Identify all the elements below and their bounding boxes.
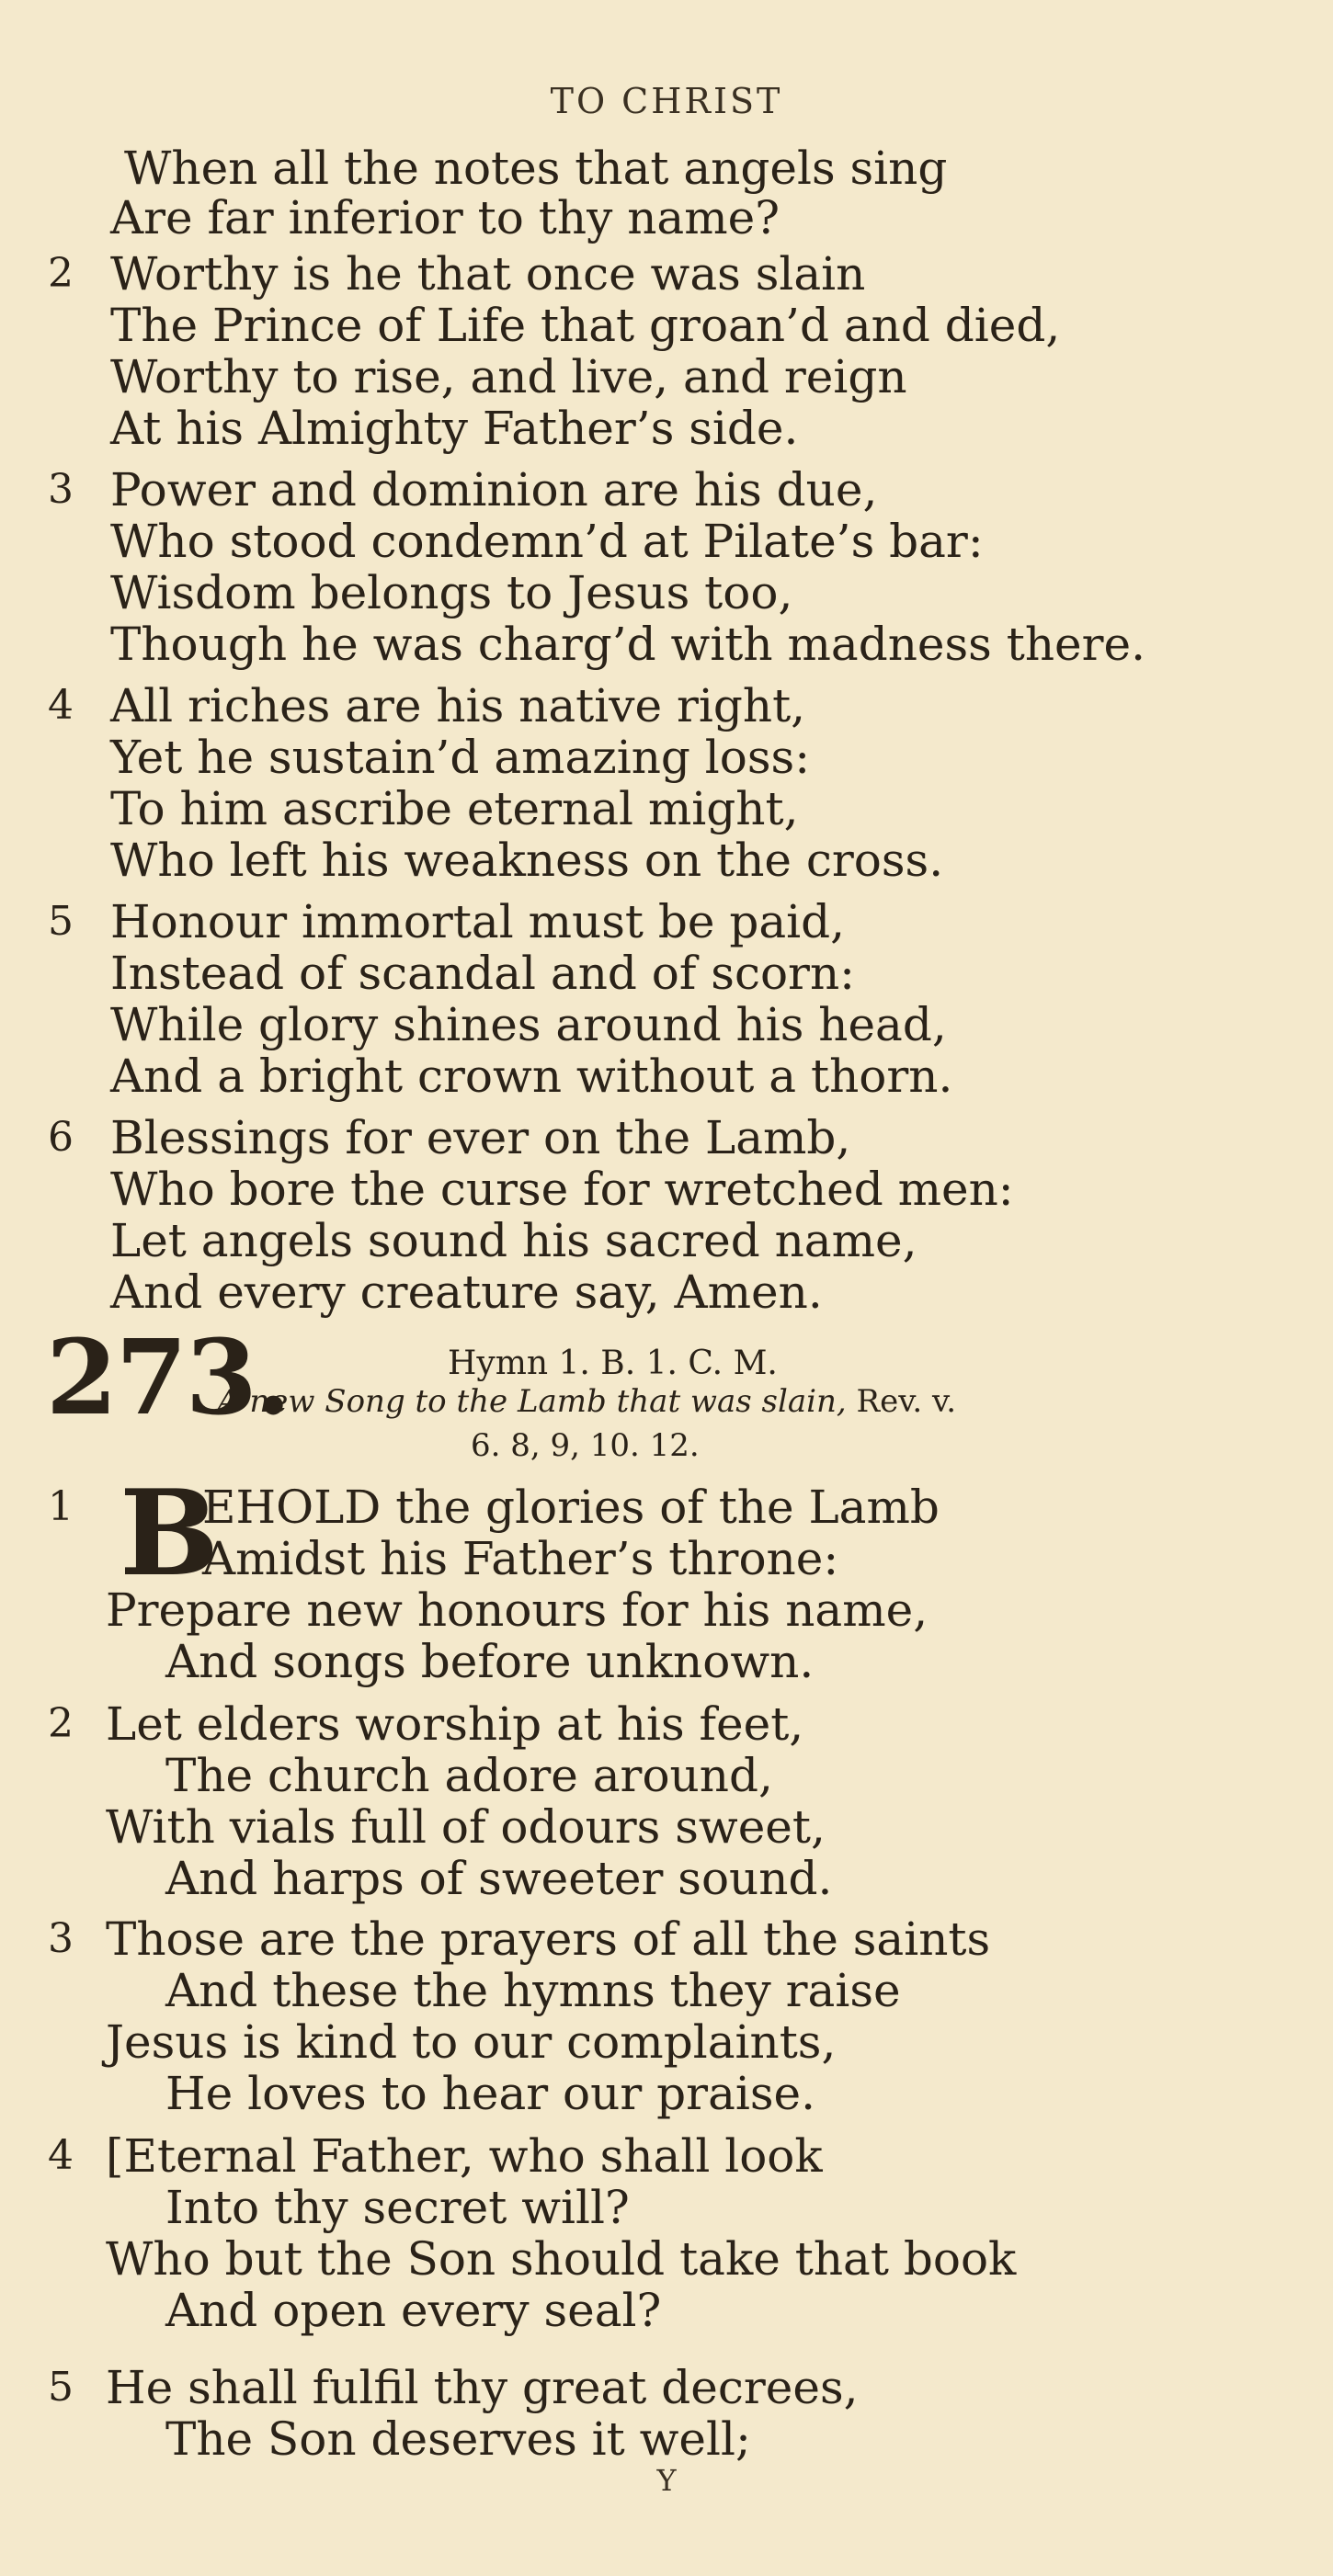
verse-line: Worthy is he that once was slain — [110, 247, 866, 301]
verse-line: Who stood condemn’d at Pilate’s bar: — [110, 515, 984, 568]
hymn-scripture-ref: Rev. v. — [846, 1383, 957, 1420]
signature-mark: Y — [656, 2463, 677, 2498]
stanza-number: 4 — [48, 2132, 74, 2179]
verse-line: EHOLD the glories of the Lamb — [202, 1481, 940, 1534]
hymn-meter: Hymn 1. B. 1. C. M. — [448, 1345, 778, 1382]
hymn-number: 273. — [46, 1318, 290, 1438]
stanza-number: 4 — [48, 682, 74, 729]
hymn-description — [217, 1383, 956, 1420]
stanza-number: 2 — [48, 1700, 74, 1747]
verse-line: All riches are his native right, — [110, 679, 806, 732]
verse-line: And a bright crown without a thorn. — [110, 1050, 953, 1103]
verse-line: Prepare new honours for his name, — [106, 1583, 929, 1637]
verse-line: At his Almighty Father’s side. — [110, 402, 799, 455]
verse-line: Yet he sustain’d amazing loss: — [110, 731, 811, 784]
verse-line: Jesus is kind to our complaints, — [106, 2015, 837, 2069]
running-title: TO CHRIST — [550, 81, 783, 121]
verse-line: Instead of scandal and of scorn: — [110, 947, 856, 1000]
verse-line: And every creature say, Amen. — [110, 1265, 823, 1319]
verse-line: Though he was charg’d with madness there. — [110, 618, 1146, 671]
verse-line: To him ascribe eternal might, — [110, 782, 799, 835]
verse-line: The church adore around, — [165, 1749, 773, 1802]
stanza-number: 3 — [48, 466, 74, 513]
verse-line: And these the hymns they raise — [165, 1964, 901, 2017]
verse-line: Who but the Son should take that book — [106, 2232, 1017, 2286]
verse-line: While glory shines around his head, — [110, 998, 947, 1051]
verse-line: He shall fulfil thy great decrees, — [106, 2361, 859, 2414]
stanza-number: 6 — [48, 1114, 74, 1161]
verse-line: The Son deserves it well; — [165, 2412, 751, 2466]
stanza-number: 1 — [48, 1483, 74, 1530]
verse-line: Into thy secret will? — [165, 2181, 630, 2234]
verse-line: Those are the prayers of all the saints — [106, 1912, 991, 1966]
verse-line: And songs before unknown. — [165, 1635, 815, 1688]
verse-line: Power and dominion are his due, — [110, 463, 878, 516]
verse-line: He loves to hear our praise. — [165, 2067, 816, 2120]
verse-line: And harps of sweeter sound. — [165, 1852, 833, 1905]
verse-line: Worthy to rise, and live, and reign — [110, 350, 907, 403]
verse-line: The Prince of Life that groan’d and died, — [110, 299, 1061, 352]
hymn-description-italic: A new Song to the Lamb that was slain, — [217, 1383, 847, 1420]
verse-line: Let elders worship at his feet, — [106, 1697, 804, 1751]
verse-line: Who bore the curse for wretched men: — [110, 1163, 1014, 1216]
verse-line: [Eternal Father, who shall look — [106, 2129, 823, 2183]
verse-line: Wisdom belongs to Jesus too, — [110, 566, 793, 619]
verse-line: And open every seal? — [165, 2284, 662, 2337]
verse-line: With vials full of odours sweet, — [106, 1800, 826, 1854]
stanza-number: 5 — [48, 2364, 74, 2411]
drop-cap: B — [120, 1465, 220, 1603]
verse-line: Honour immortal must be paid, — [110, 895, 846, 948]
verse-line: Amidst his Father’s throne: — [202, 1532, 839, 1585]
hymn-scripture-verses: 6. 8, 9, 10. 12. — [471, 1427, 700, 1464]
verse-line: Who left his weakness on the cross. — [110, 834, 944, 887]
verse-line: When all the notes that angels sing — [124, 142, 948, 195]
stanza-number: 2 — [48, 250, 74, 297]
verse-line: Are far inferior to thy name? — [110, 191, 780, 244]
verse-line: Let angels sound his sacred name, — [110, 1214, 917, 1267]
verse-line: Blessings for ever on the Lamb, — [110, 1111, 851, 1164]
stanza-number: 5 — [48, 898, 74, 945]
stanza-number: 3 — [48, 1915, 74, 1962]
